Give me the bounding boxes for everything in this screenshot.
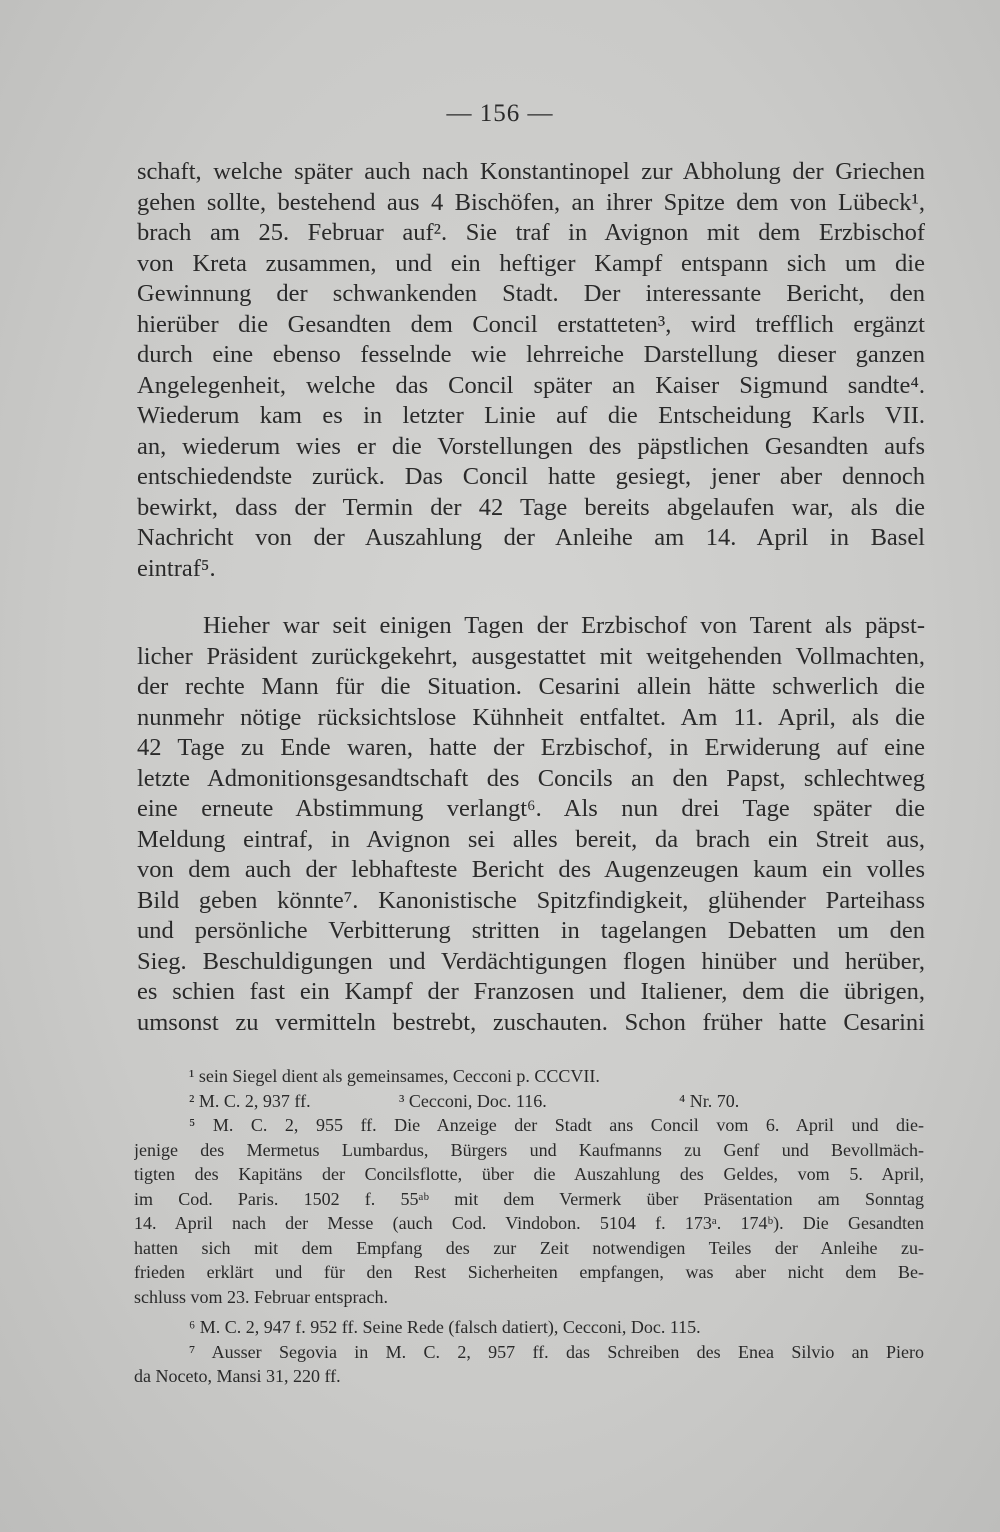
text-line: bewirkt, dass der Termin der 42 Tage bereits abgelaufen war, als die	[137, 493, 925, 521]
text-line: schaft, welche später auch nach Konstantinopel zur Abholung der Griechen	[137, 158, 925, 185]
text-line: gehen sollte, bestehend aus 4 Bischöfen, an ihrer Spitze dem von Lübeck¹,	[137, 188, 925, 216]
text-line: licher Präsident zurückgekehrt, ausgestattet mit weitgehenden Vollmachten,	[137, 642, 925, 670]
text-line: Hieher war seit einigen Tagen der Erzbischof von Tarent als päpst-	[203, 612, 925, 639]
page-number: — 156 —	[446, 100, 554, 127]
text-line: Sieg. Beschuldigungen und Verdächtigungen flogen hinüber und herüber,	[137, 947, 925, 975]
footnote-2: ² M. C. 2, 937 ff.	[189, 1090, 311, 1111]
footnote-4: ⁴ Nr. 70.	[679, 1090, 740, 1111]
footnote-5-line: hatten sich mit dem Empfang des zur Zeit notwendigen Teiles der Anleihe zu-	[134, 1237, 924, 1258]
text-line: letzte Admonitionsgesandtschaft des Concils an den Papst, schlechtweg	[137, 764, 925, 792]
footnote-7-line: ⁷ Ausser Segovia in M. C. 2, 957 ff. das Schreiben des Enea Silvio an Piero	[189, 1341, 924, 1362]
footnote-5-line: 14. April nach der Messe (auch Cod. Vindobon. 5104 f. 173ᵃ. 174ᵇ). Die Gesandten	[134, 1213, 924, 1233]
text-line: entschiedendste zurück. Das Concil hatte gesiegt, jener aber dennoch	[137, 463, 925, 490]
footnote-1: ¹ sein Siegel dient als gemeinsames, Cecconi p. CCCVII.	[189, 1066, 600, 1086]
text-line: der rechte Mann für die Situation. Cesarini allein hätte schwerlich die	[137, 673, 925, 700]
footnote-5-line: frieden erklärt und für den Rest Sicherheiten empfangen, was aber nicht dem Be-	[134, 1262, 924, 1282]
text-line: Nachricht von der Auszahlung der Anleihe am 14. April in Basel	[137, 524, 925, 551]
paragraph-1	[137, 157, 925, 584]
text-line: hierüber die Gesandten dem Concil erstatteten³, wird trefflich ergänzt	[137, 310, 925, 338]
text-line: von Kreta zusammen, und ein heftiger Kampf entspann sich um die	[137, 249, 925, 277]
footnote-7-line: da Noceto, Mansi 31, 220 ff.	[134, 1366, 341, 1386]
text-line: an, wiederum wies er die Vorstellungen des päpstlichen Gesandten aufs	[137, 432, 925, 460]
text-line: es schien fast ein Kampf der Franzosen und Italiener, dem die übrigen,	[137, 978, 925, 1005]
text-line: Wiederum kam es in letzter Linie auf die Entscheidung Karls VII.	[137, 402, 925, 429]
footnote-3: ³ Cecconi, Doc. 116.	[399, 1090, 547, 1111]
footnote-2-3-4	[134, 1089, 924, 1114]
footnotes	[134, 1064, 924, 1389]
text-line: umsonst zu vermitteln bestrebt, zuschauten. Schon früher hatte Cesarini	[137, 1008, 925, 1036]
footnote-5-line: schluss vom 23. Februar entsprach.	[134, 1286, 388, 1307]
text-line: Angelegenheit, welche das Concil später an Kaiser Sigmund sandte⁴.	[137, 371, 925, 399]
text-line: von dem auch der lebhafteste Bericht des Augenzeugen kaum ein volles	[137, 856, 925, 883]
footnote-5-line: tigten des Kapitäns der Concilsflotte, über die Auszahlung des Geldes, vom 5. April,	[134, 1164, 924, 1184]
footnote-5-line: im Cod. Paris. 1502 f. 55ᵃᵇ mit dem Vermerk über Präsentation am Sonntag	[134, 1188, 924, 1209]
text-line: durch eine ebenso fesselnde wie lehrreiche Darstellung dieser ganzen	[137, 341, 925, 368]
paragraph-2	[137, 611, 925, 1038]
text-line: Meldung eintraf, in Avignon sei alles bereit, da brach ein Streit aus,	[137, 825, 925, 853]
footnote-5-line: ⁵ M. C. 2, 955 ff. Die Anzeige der Stadt ans Concil vom 6. April und die-	[189, 1115, 924, 1135]
text-line: nunmehr nötige rücksichtslose Kühnheit entfaltet. Am 11. April, als die	[137, 703, 925, 731]
footnote-5-line: jenige des Mermetus Lumbardus, Bürgers und Kaufmanns zu Genf und Bevollmäch-	[134, 1139, 924, 1160]
text-line: Gewinnung der schwankenden Stadt. Der interessante Bericht, den	[137, 280, 925, 307]
text-line: eine erneute Abstimmung verlangt⁶. Als nun drei Tage später die	[137, 795, 925, 822]
text-line: 42 Tage zu Ende waren, hatte der Erzbischof, in Erwiderung auf eine	[137, 734, 925, 761]
footnote-6: ⁶ M. C. 2, 947 f. 952 ff. Seine Rede (falsch datiert), Cecconi, Doc. 115.	[189, 1317, 701, 1337]
text-line: Bild geben könnte⁷. Kanonistische Spitzfindigkeit, glühender Parteihass	[137, 886, 925, 914]
text-line: und persönliche Verbitterung stritten in tagelangen Debatten um den	[137, 917, 925, 944]
text-line: eintraf⁵.	[137, 554, 216, 582]
text-line: brach am 25. Februar auf². Sie traf in Avignon mit dem Erzbischof	[137, 219, 925, 246]
